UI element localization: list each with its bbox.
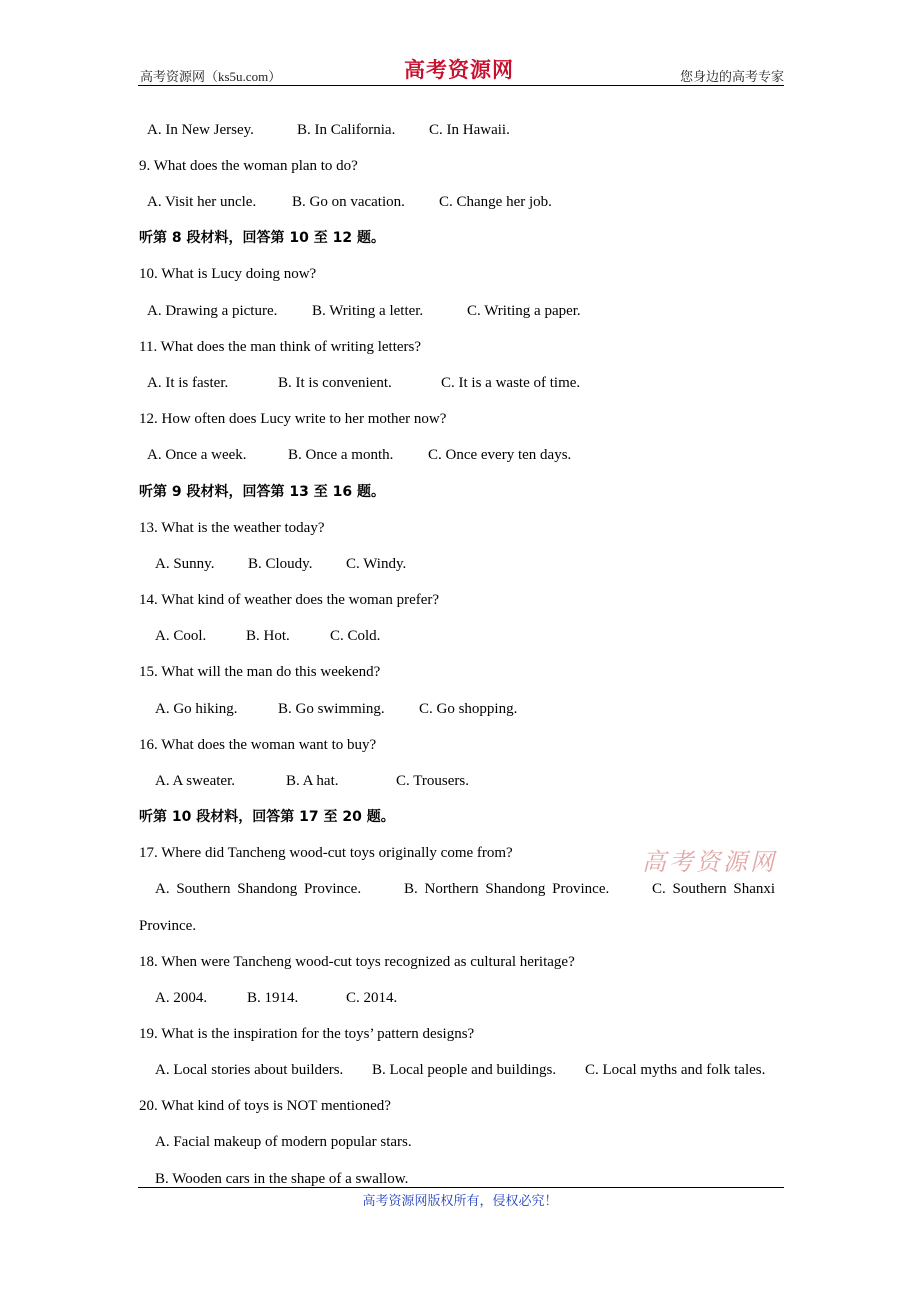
q12-question: 12. How often does Lucy write to her mother now? (139, 411, 447, 427)
q12-option-b: B. Once a month. (288, 447, 394, 463)
q10-option-c: C. Writing a paper. (467, 303, 581, 319)
q13-question: 13. What is the weather today? (139, 520, 325, 536)
q20-option-b: B. Wooden cars in the shape of a swallow. (155, 1171, 409, 1187)
q11-option-a: A. It is faster. (147, 375, 229, 391)
q19-option-c: C. Local myths and folk tales. (585, 1062, 766, 1078)
q11-option-c: C. It is a waste of time. (441, 375, 581, 391)
q9-option-c: C. Change her job. (439, 194, 552, 210)
q17-question: 17. Where did Tancheng wood-cut toys originally come from? (139, 845, 513, 861)
q16-option-a: A. A sweater. (155, 773, 235, 789)
q16-option-b: B. A hat. (286, 773, 339, 789)
q19-question: 19. What is the inspiration for the toys’ pattern designs? (139, 1026, 475, 1042)
q13-option-c: C. Windy. (346, 556, 407, 572)
q15-option-c: C. Go shopping. (419, 701, 518, 717)
footer-copyright: 高考资源网版权所有，侵权必究！ (362, 1194, 558, 1209)
header-logo: 高考资源网 (404, 58, 514, 82)
q14-question: 14. What kind of weather does the woman prefer? (139, 592, 440, 608)
q10-question: 10. What is Lucy doing now? (139, 266, 317, 282)
q18-option-c: C. 2014. (346, 990, 398, 1006)
q10-option-b: B. Writing a letter. (312, 303, 424, 319)
q13-option-a: A. Sunny. (155, 556, 215, 572)
q11-option-b: B. It is convenient. (278, 375, 392, 391)
q8-option-b: B. In California. (297, 122, 396, 138)
q18-question: 18. When were Tancheng wood-cut toys recognized as cultural heritage? (139, 954, 575, 970)
q15-option-b: B. Go swimming. (278, 701, 385, 717)
q14-option-b: B. Hot. (246, 628, 290, 644)
q12-option-a: A. Once a week. (147, 447, 247, 463)
q15-option-a: A. Go hiking. (155, 701, 238, 717)
q17-option-b: B. Northern Shandong Province. (404, 881, 610, 897)
q15-question: 15. What will the man do this weekend? (139, 664, 381, 680)
q13-option-b: B. Cloudy. (248, 556, 313, 572)
q9-option-a: A. Visit her uncle. (147, 194, 257, 210)
header-site-name: 高考资源网（ks5u.com） (140, 69, 282, 84)
q10-option-a: A. Drawing a picture. (147, 303, 278, 319)
section-8-heading: 听第 8 段材料，回答第 10 至 12 题。 (139, 230, 385, 246)
q20-option-a: A. Facial makeup of modern popular stars. (155, 1134, 412, 1150)
q19-option-b: B. Local people and buildings. (372, 1062, 557, 1078)
section-10-heading: 听第 10 段材料，回答第 17 至 20 题。 (139, 809, 395, 825)
q9-question: 9. What does the woman plan to do? (139, 158, 358, 174)
q17-option-a: A. Southern Shandong Province. (155, 881, 362, 897)
q18-option-b: B. 1914. (247, 990, 299, 1006)
q17-option-c-continuation: Province. (139, 918, 197, 934)
q11-question: 11. What does the man think of writing letters? (139, 339, 422, 355)
q8-option-c: C. In Hawaii. (429, 122, 510, 138)
header-slogan: 您身边的高考专家 (679, 69, 784, 84)
header-divider (138, 85, 784, 86)
q17-option-c: C. Southern Shanxi (652, 881, 776, 897)
footer-divider (138, 1187, 784, 1188)
watermark-logo: 高考资源网 (642, 848, 777, 876)
q12-option-c: C. Once every ten days. (428, 447, 572, 463)
q18-option-a: A. 2004. (155, 990, 208, 1006)
section-9-heading: 听第 9 段材料，回答第 13 至 16 题。 (139, 484, 385, 500)
q16-option-c: C. Trousers. (396, 773, 469, 789)
q19-option-a: A. Local stories about builders. (155, 1062, 344, 1078)
q14-option-a: A. Cool. (155, 628, 207, 644)
q8-option-a: A. In New Jersey. (147, 122, 254, 138)
q16-question: 16. What does the woman want to buy? (139, 737, 377, 753)
q9-option-b: B. Go on vacation. (292, 194, 405, 210)
q14-option-c: C. Cold. (330, 628, 381, 644)
page-header (138, 60, 784, 88)
q20-question: 20. What kind of toys is NOT mentioned? (139, 1098, 391, 1114)
